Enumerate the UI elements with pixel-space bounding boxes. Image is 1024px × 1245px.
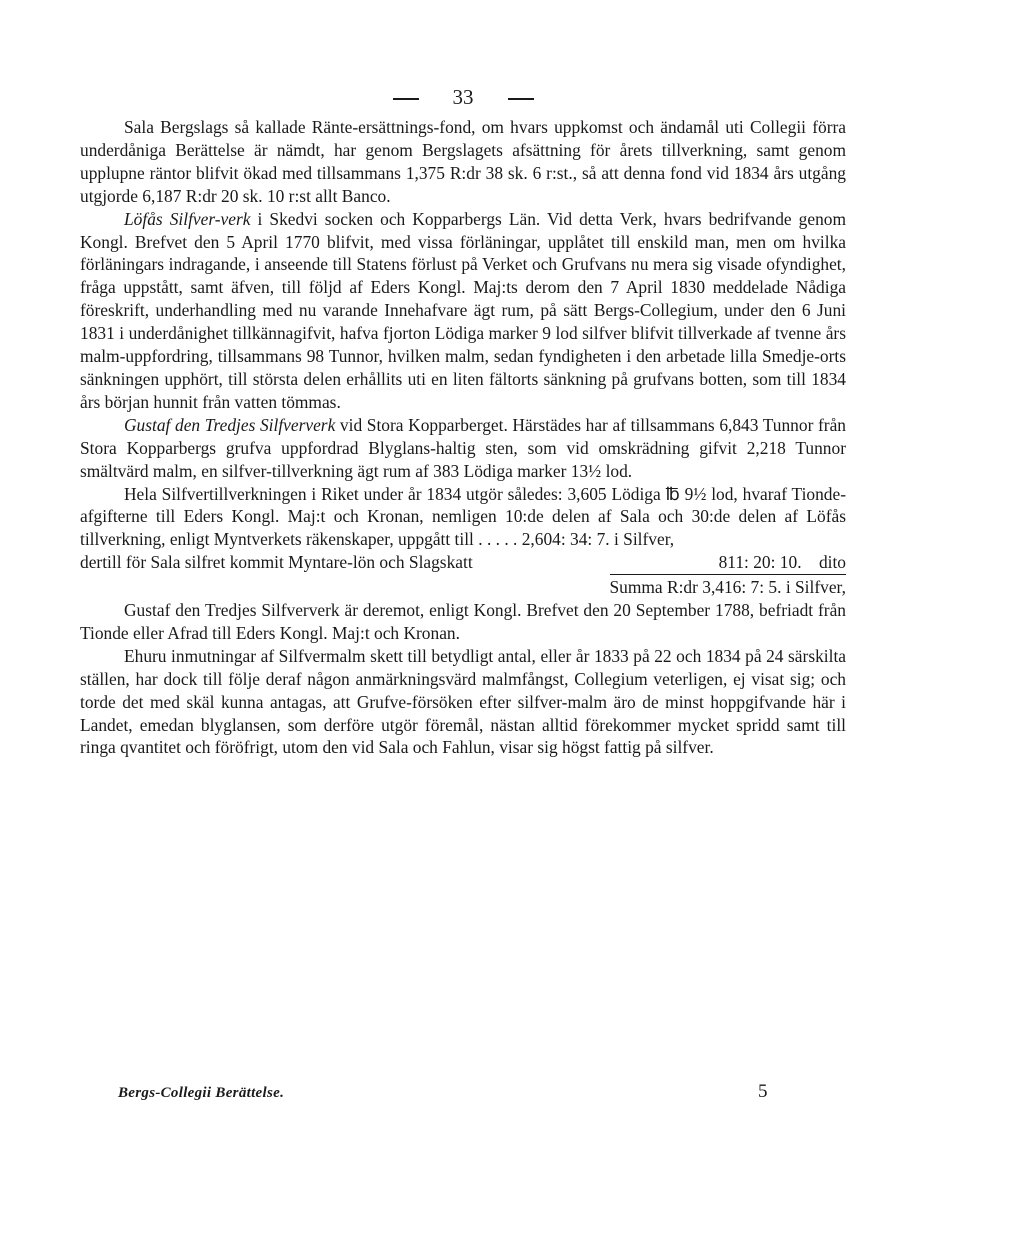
paragraph-gustaf-exempt: Gustaf den Tredjes Silfververk är deremot, enligt Kongl. Brefvet den 20 September 1788, befriadt från Tionde eller Afrad till Eders Kongl. Maj:t och Kronan. [80,600,846,643]
myntare-text: dertill för Sala silfret kommit Myntare-lön och Slagskatt [80,552,473,573]
paragraph-lofas [80,208,846,414]
document-page [80,82,846,759]
paragraph-inmutningar: Ehuru inmutningar af Silfvermalm skett till betydligt antal, eller år 1833 på 22 och 1834 på 24 särskilta ställen, har dock till följe deraf någon anmärkningsvärd malmfångst, Collegium veterligen, ej visat sig; och torde det med skäl kunna antagas, att Grufve-försöken efter silfver-malm äro de minst hoppgifvande här i Landet, emedan blyglansen, som derföre utgör föremål, nästan alltid förekommer mycket spridd samt till ringa qvantitet och föröfrigt, utom den vid Sala och Fahlun, visar sig högst fattig på silfver. [80,645,846,758]
myntare-values [719,551,846,574]
header-dash-left [393,98,419,100]
page-header [80,82,846,112]
sum-line: Summa R:dr 3,416: 7: 5. i Silfver, [610,574,847,599]
myntare-amount: 811: 20: 10. [718,552,802,573]
paragraph-total-silver [80,483,846,552]
paragraph-lofas-text: i Skedvi socken och Kopparbergs Län. Vid detta Verk, hvars bedrifvande genom Kongl. Brefvet den 5 April 1770 blifvit, med vissa förläningar, upplåtet till enskild man, men om hvilka förläningars indragande, i anseende till Statens förlust på Verket och Grufvans nu mera sig visade ofyndighet, fråga uppstått, samt äfven, till följd af Eders Kongl. Maj:ts derom den 7 April 1830 meddelade Nådiga föreskrift, underhandling med nu varande Innehafvare ägt rum, på sätt Bergs-Collegium, under den 6 Juni 1831 i underdånighet tillkännagifvit, hafva fjorton Lödiga marker 9 lod silfver blifvit tillverkade af tvenne års malm-uppfordring, tillsammans 98 Tunnor, hvilken malm, sedan fyndigheten i den arbetade lilla Smedje-orts sänkningen upphört, till största delen erhållits uti en liten fältorts sänkning på grufvans botten, som till 1834 års början hunnit från vatten tömmas. [80,208,846,412]
page-number: 33 [452,85,474,109]
page-body [80,116,846,759]
sum-row [80,574,846,599]
paragraph-sala-fond: Sala Bergslags så kallade Ränte-ersättnings-fond, om hvars uppkomst och ändamål uti Collegii förra underdåniga Berättelse är nämdt, har genom Bergslagets afsättning för årets tillverkning, samt genom upplupne räntor blifvit ökad med tillsammans 1,375 R:dr 38 sk. 6 r:st., så att denna fond vid 1834 års utgång utgjorde 6,187 R:dr 20 sk. 10 r:st allt Banco. [80,117,846,206]
paragraph-gustaf-text: vid Stora Kopparberget. Härstädes har af tillsammans 6,843 Tunnor från Stora Kopparbergs grufva uppfordrad Blyglans-haltig sten, som vid omskrädning gifvit 2,218 Tunnor smältvärd malm, en silfver-tillverkning ägt rum af 383 Lödiga marker 13½ lod. [80,414,846,481]
heading-lofas: Löfås Silfver-verk [124,208,251,229]
header-dash-right [508,98,534,100]
myntare-row [80,551,846,574]
heading-gustaf: Gustaf den Tredjes Silfververk [124,414,336,435]
footer-title: Bergs-Collegii Berättelse. [118,1085,285,1101]
page-footer [118,1081,798,1102]
paragraph-gustaf [80,414,846,483]
myntare-dito: dito [818,552,846,573]
footer-signature-mark: 5 [758,1081,768,1102]
paragraph-total-silver-text: Hela Silfvertillverkningen i Riket under år 1834 utgör således: 3,605 Lödiga ℔ 9½ lod, hvaraf Tionde-afgifterne till Eders Kongl. Maj:t och Kronan, nemligen 10:de delen af Sala och 30:de delen af Löfås tillverkning, enligt Myntverkets räkenskaper, uppgått till [80,483,846,550]
tionde-amount: . . . . . 2,604: 34: 7. i Silfver, [478,529,675,550]
